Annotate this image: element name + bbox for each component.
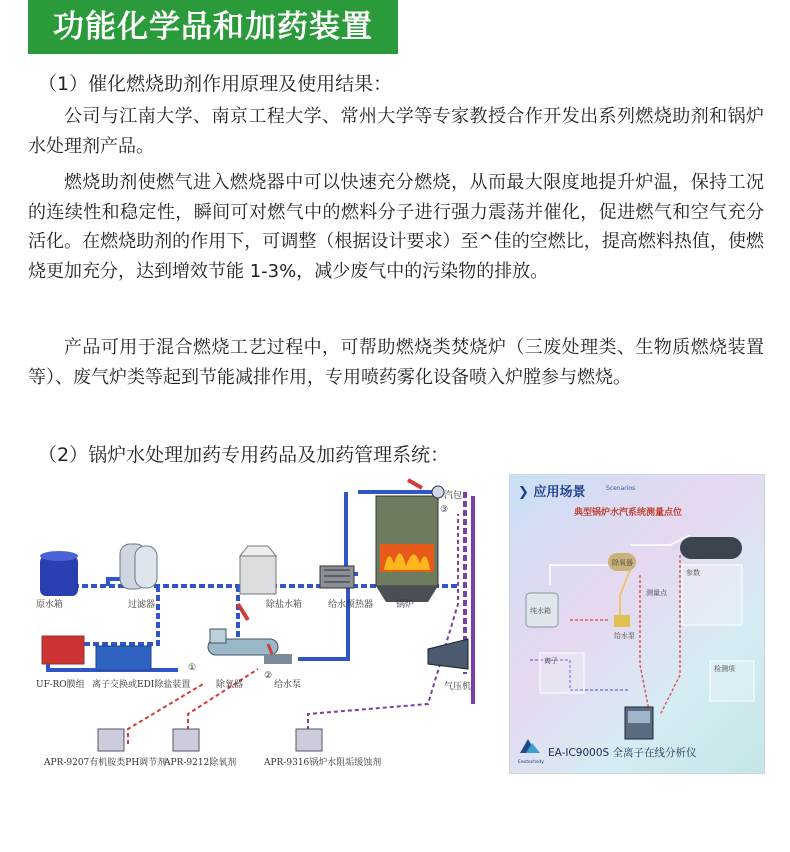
scenario-caption: 典型锅炉水汽系统测量点位: [574, 508, 683, 518]
marker-2: ②: [264, 671, 273, 681]
marker-3: ③: [440, 505, 449, 515]
scenario-device-label: EA-IC9000S 全离子在线分析仪: [548, 747, 697, 759]
chevron-right-icon: ❯: [518, 485, 529, 500]
label-apr9316: APR-9316锅炉水阻垢缓蚀剂: [264, 758, 382, 768]
label-desalted-tank: 除盐水箱: [266, 600, 303, 610]
label-raw-tank: 原水箱: [36, 600, 64, 610]
label-drum: 汽包: [444, 491, 463, 501]
scenario-drum-label: 锅炉汽包: [694, 545, 722, 553]
paragraph-1: 公司与江南大学、南京工程大学、常州大学等专家教授合作开发出系列燃烧助剂和锅炉水处理剂产品。: [28, 106, 764, 157]
scenario-feed-pump-label: 给水泵: [614, 632, 635, 640]
page-title: 功能化学品和加药装置: [28, 0, 398, 54]
paragraph-2: 燃烧助剂使燃气进入燃烧器中可以快速充分燃烧，从而最大限度地提升炉温，保持工况的连续性和稳定性，瞬间可对燃气中的燃料分子进行强力震荡并催化，促进燃气和空气充分活化。在燃烧助剂的作用下，可调整（根据设计要求）至^佳的空燃比，提高燃料热值，使燃烧更加充分，达到增效节能 1-3%，减少废气中的污染物的排放。: [28, 172, 764, 282]
label-deaerator: 除氧器: [216, 680, 244, 690]
water-treatment-process-diagram: [28, 474, 498, 774]
label-ion-exchange: 离子交换或EDI除盐装置: [92, 680, 191, 690]
label-boiler: 锅炉: [396, 600, 415, 610]
label-feed-pump: 给水泵: [274, 680, 302, 690]
scenario-title-text: 应用场景: [533, 485, 586, 500]
paragraph-3: 产品可用于混合燃烧工艺过程中，可帮助燃烧类焚烧炉（三废处理类、生物质燃烧装置等）、废气炉类等起到节能减排作用，专用喷药雾化设备喷入炉膛参与燃烧。: [28, 337, 764, 388]
section1-heading: （1）催化燃烧助剂作用原理及使用结果：: [38, 73, 393, 95]
label-uf-ro: UF-RO膜组: [36, 680, 85, 690]
scenario-diagram-svg: [510, 475, 764, 773]
marker-1: ①: [188, 663, 197, 673]
scenario-tiny-1: 参数: [686, 569, 700, 577]
label-feed-preheater: 给水预热器: [328, 600, 374, 610]
label-filter: 过滤器: [128, 600, 156, 610]
label-apr9212: APR-9212除氧剂: [164, 758, 237, 768]
scenario-pure-tank-label: 纯水箱: [530, 607, 551, 615]
scenario-tiny-4: 测量点: [646, 589, 667, 597]
scenario-subtitle: Scenarios: [606, 485, 636, 492]
scenario-logo-text: Eextechsdy: [518, 760, 544, 765]
process-diagram-svg: [28, 474, 498, 774]
scenario-deaerator-label: 除氧器: [612, 559, 633, 567]
scenario-tiny-2: 离子: [544, 657, 558, 665]
application-scenario-panel: [509, 474, 765, 774]
section2-heading: （2）锅炉水处理加药专用药品及加药管理系统：: [38, 444, 450, 466]
label-turbine: 气压机: [444, 682, 472, 692]
label-apr9207: APR-9207有机胺类PH调节剂: [44, 758, 167, 768]
scenario-tiny-3: 检测项: [714, 665, 735, 673]
